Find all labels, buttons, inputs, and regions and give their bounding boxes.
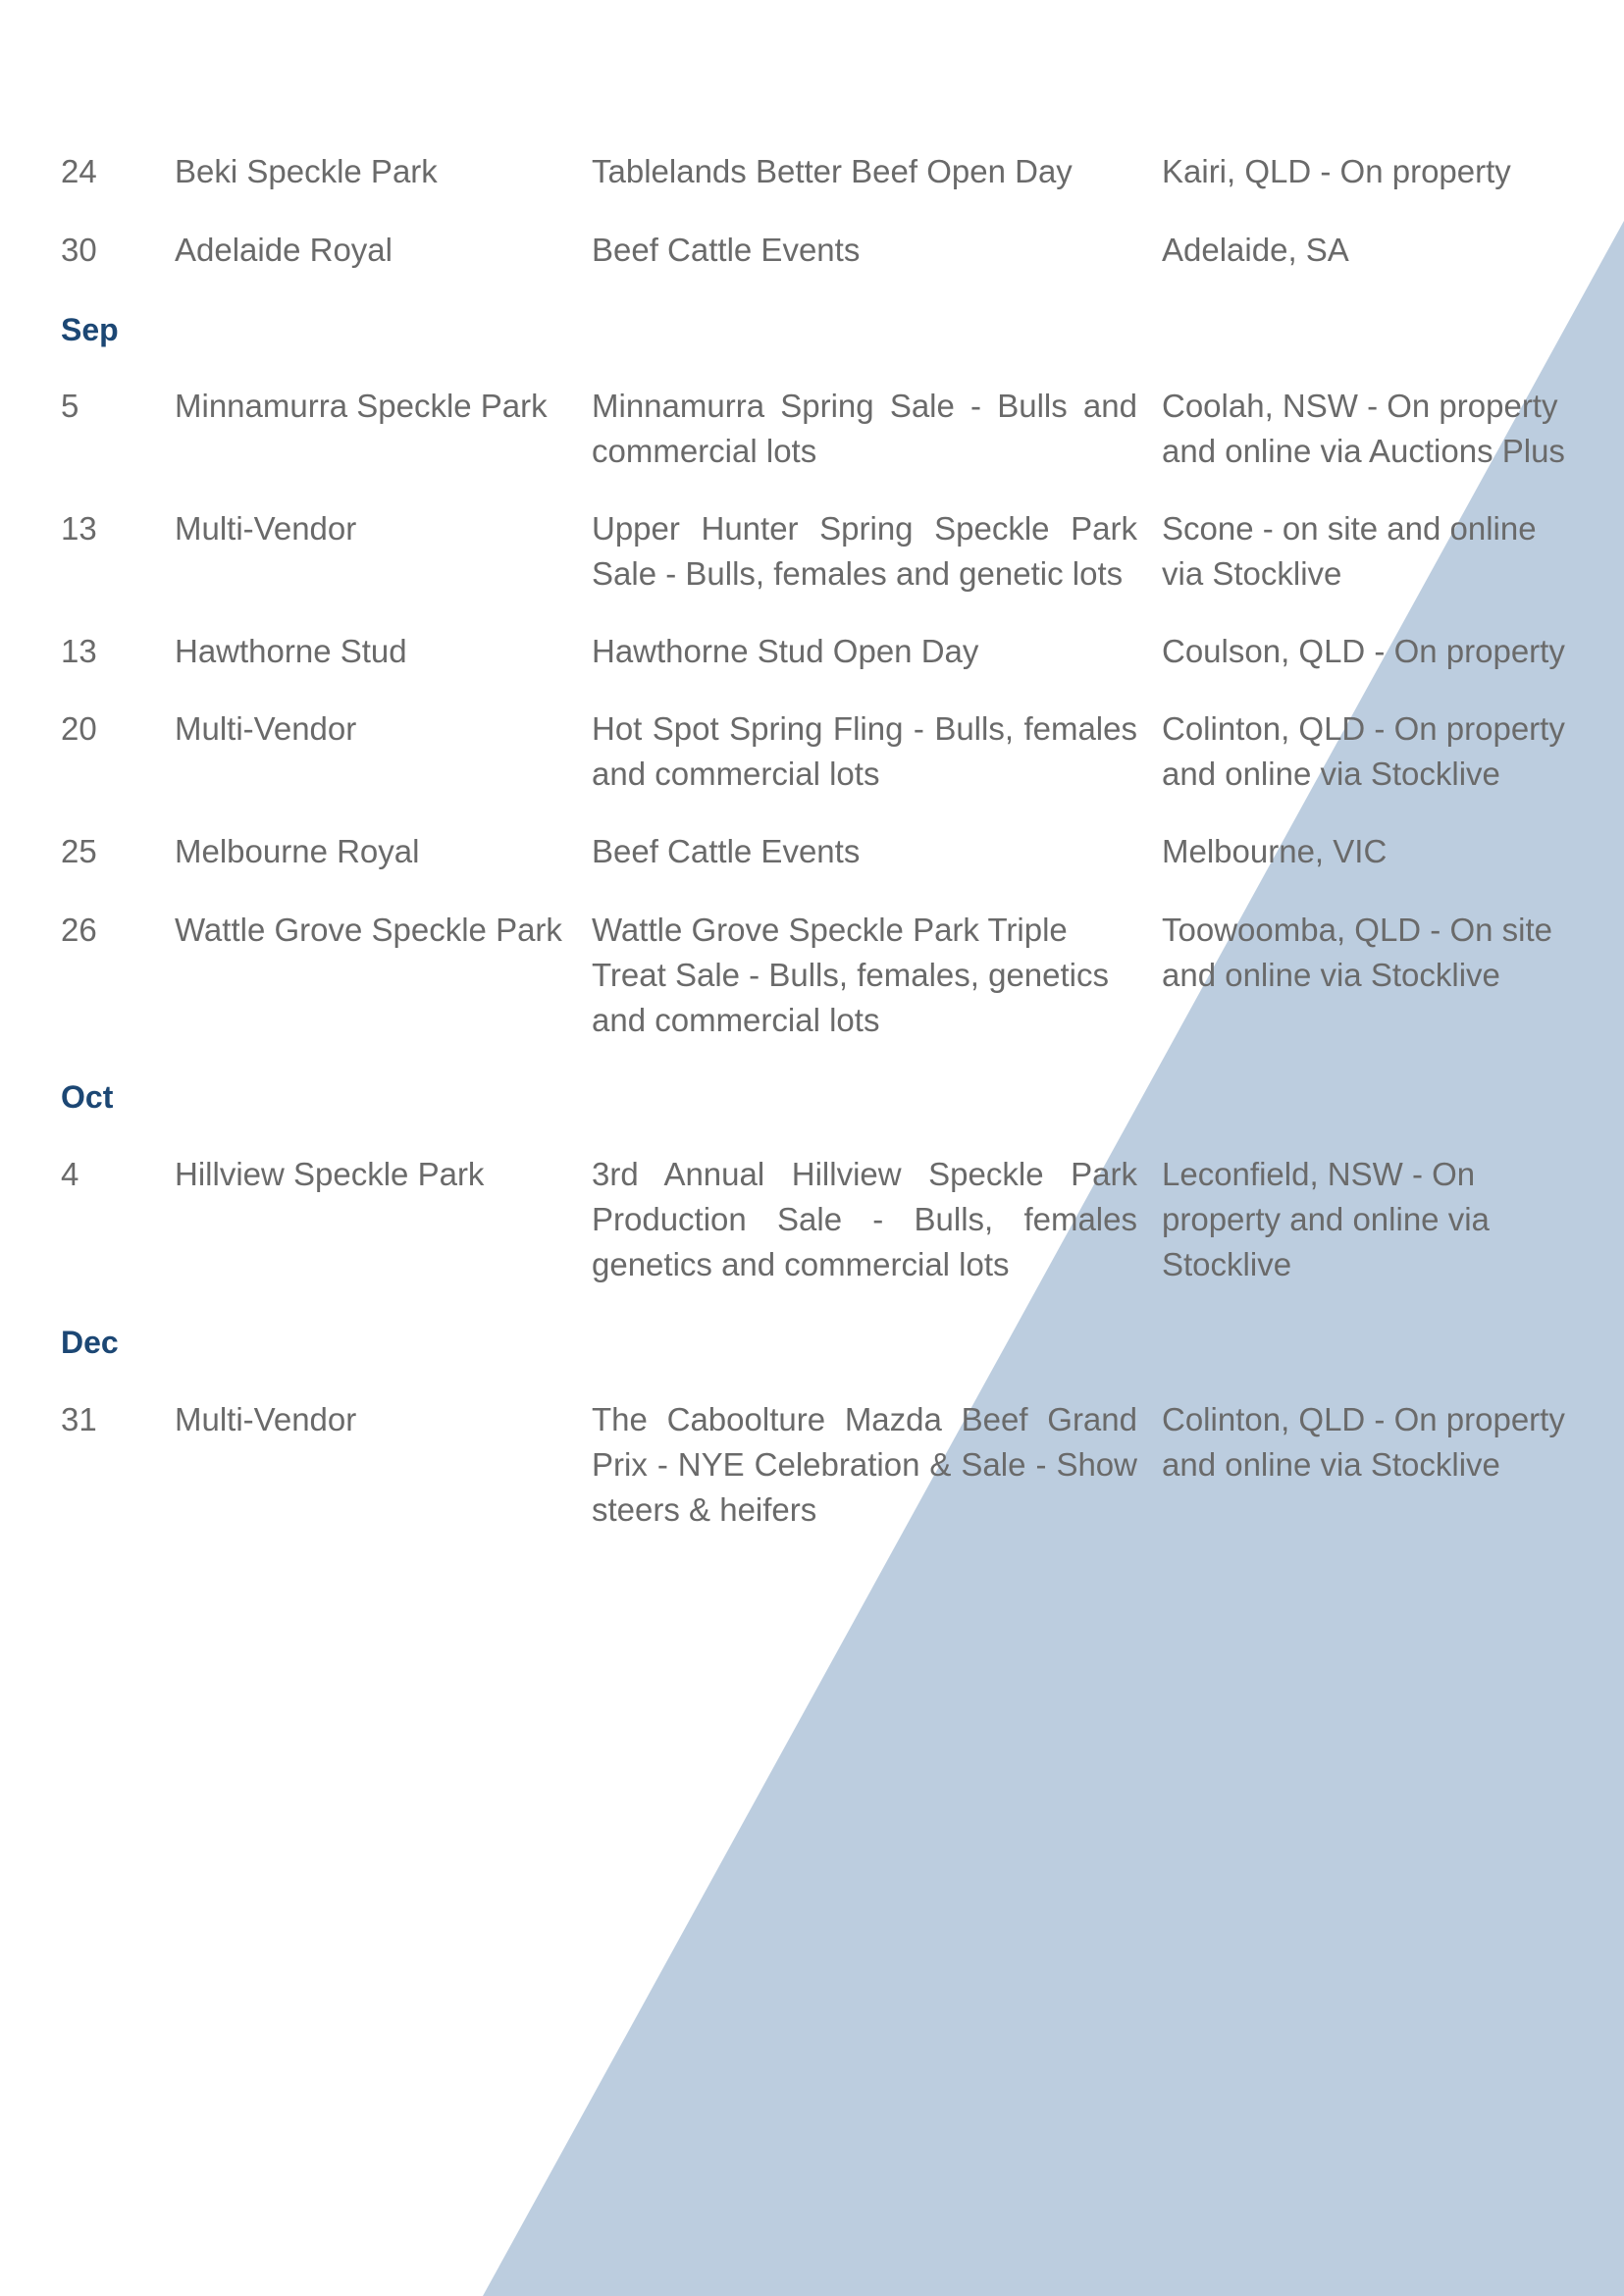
event-day: 26 [61,912,97,948]
event-location: Coolah, NSW - On property and online via Auctions Plus [1162,388,1565,469]
event-organiser: Multi-Vendor [175,1401,357,1437]
event-day: 13 [61,510,97,547]
event-day: 30 [61,232,97,268]
month-heading-oct: Oct [61,1079,114,1115]
event-location: Adelaide, SA [1162,232,1349,268]
event-day: 4 [61,1156,79,1192]
event-title: Beef Cattle Events [592,232,861,268]
event-day: 20 [61,710,97,747]
event-organiser: Adelaide Royal [175,232,393,268]
event-location: Coulson, QLD - On property [1162,633,1565,669]
event-organiser: Melbourne Royal [175,833,420,869]
event-organiser: Minnamurra Speckle Park [175,388,548,424]
event-organiser: Hillview Speckle Park [175,1156,485,1192]
event-location: Leconfield, NSW - On property and online via Stocklive [1162,1156,1490,1282]
month-heading-sep: Sep [61,312,119,347]
month-heading-dec: Dec [61,1325,119,1360]
event-title: Tablelands Better Beef Open Day [592,153,1073,189]
event-location: Colinton, QLD - On property and online via Stocklive [1162,1401,1565,1483]
event-location: Scone - on site and online via Stocklive [1162,510,1537,592]
event-organiser: Wattle Grove Speckle Park [175,912,562,948]
event-day: 5 [61,388,79,424]
event-day: 25 [61,833,97,869]
event-organiser: Hawthorne Stud [175,633,407,669]
event-title: Hot Spot Spring Fling - Bulls, females and commercial lots [592,710,1137,792]
event-location: Toowoomba, QLD - On site and online via Stocklive [1162,912,1552,993]
event-location: Melbourne, VIC [1162,833,1388,869]
event-organiser: Multi-Vendor [175,710,357,747]
event-title: Minnamurra Spring Sale - Bulls and commercial lots [592,388,1137,469]
event-location: Colinton, QLD - On property and online via Stocklive [1162,710,1565,792]
event-title: Hawthorne Stud Open Day [592,633,979,669]
event-title: Beef Cattle Events [592,833,861,869]
event-title: Wattle Grove Speckle Park Triple Treat Sale - Bulls, females, genetics and commercial lots [592,912,1110,1038]
event-organiser: Beki Speckle Park [175,153,438,189]
event-title: Upper Hunter Spring Speckle Park Sale - Bulls, females and genetic lots [592,510,1137,592]
event-day: 31 [61,1401,97,1437]
event-day: 13 [61,633,97,669]
event-day: 24 [61,153,97,189]
event-title: 3rd Annual Hillview Speckle Park Production Sale - Bulls, females genetics and commercial lots [592,1156,1137,1282]
event-title: The Caboolture Mazda Beef Grand Prix - NYE Celebration & Sale - Show steers & heifers [592,1401,1137,1528]
event-location: Kairi, QLD - On property [1162,153,1511,189]
event-organiser: Multi-Vendor [175,510,357,547]
